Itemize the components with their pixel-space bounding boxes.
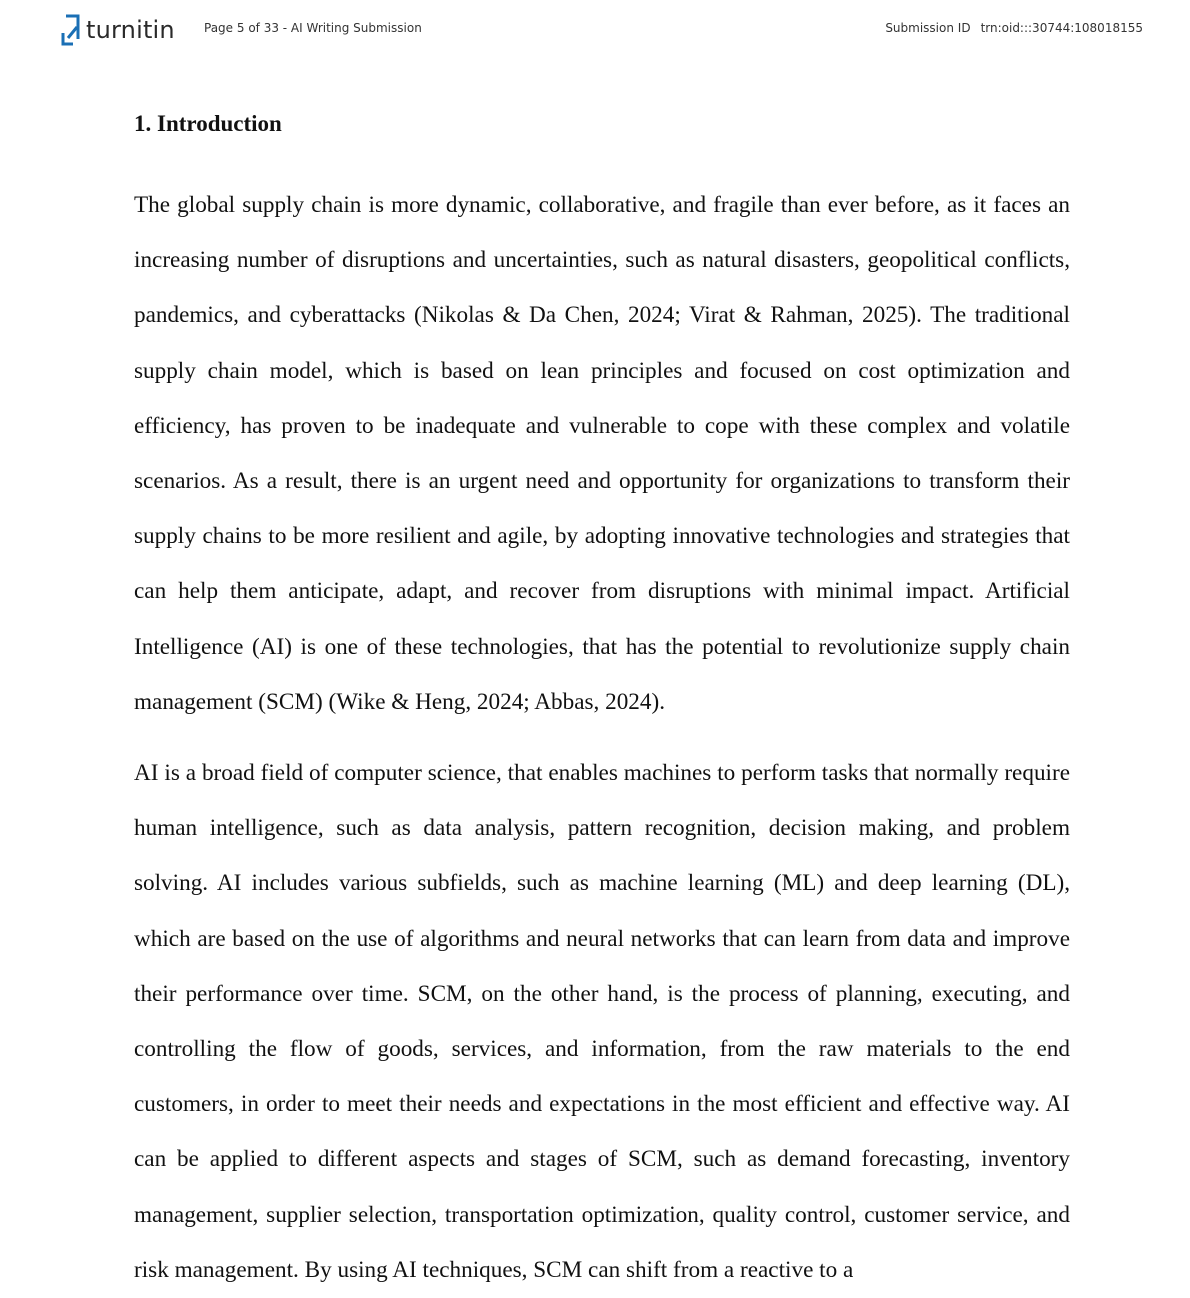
turnitin-logo — [60, 12, 175, 48]
document-body — [134, 110, 1070, 1298]
paragraph: The global supply chain is more dynamic, collaborative, and fragile than ever before, as it faces an increasing number of disruptions and uncertainties, such as natural disasters, geopolitical conflicts, pandemics, and cyberattacks (Nikolas & Da Chen, 2024; Virat & Rahman, 2025). The traditional supply chain model, which is based on lean principles and focused on cost optimization and efficiency, has proven to be inadequate and vulnerable to cope with these complex and volatile scenarios. As a result, there is an urgent need and opportunity for organizations to transform their supply chains to be more resilient and agile, by adopting innovative technologies and strategies that can help them anticipate, adapt, and recover from disruptions with minimal impact. Artificial Intelligence (AI) is one of these technologies, that has the potential to revolutionize supply chain management (SCM) (Wike & Heng, 2024; Abbas, 2024). — [134, 192, 1070, 715]
turnitin-logo-icon — [60, 13, 82, 47]
submission-id-value: trn:oid:::30744:108018155 — [980, 21, 1143, 35]
submission-id — [885, 21, 1143, 35]
page-header — [0, 0, 1190, 60]
submission-label: Submission ID — [885, 21, 971, 35]
logo-text: turnitin — [86, 16, 175, 44]
paragraph: AI is a broad field of computer science, that enables machines to perform tasks that normally require human intelligence, such as data analysis, pattern recognition, decision making, and problem solving. AI includes various subfields, such as machine learning (ML) and deep learning (DL), which are based on the use of algorithms and neural networks that can learn from data and improve their performance over time. SCM, on the other hand, is the process of planning, executing, and controlling the flow of goods, services, and information, from the raw materials to the end customers, in order to meet their needs and expectations in the most efficient and effective way. AI can be applied to different aspects and stages of SCM, such as demand forecasting, inventory management, supplier selection, transportation optimization, quality control, customer service, and risk management. By using AI techniques, SCM can shift from a reactive to a — [134, 760, 1070, 1283]
section-heading: 1. Introduction — [134, 111, 282, 136]
page-info: Page 5 of 33 - AI Writing Submission — [204, 21, 422, 35]
